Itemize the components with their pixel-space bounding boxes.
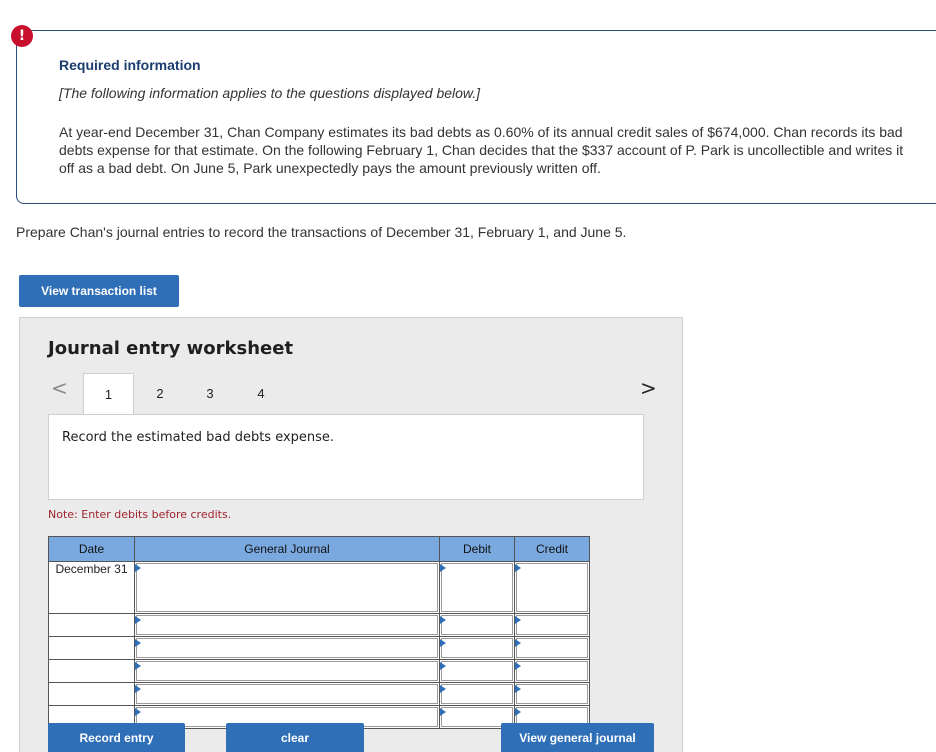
prev-entry-chevron-icon[interactable]: <: [51, 376, 68, 400]
tab-entry-1[interactable]: 1: [83, 373, 134, 414]
clear-button[interactable]: clear: [226, 723, 364, 752]
account-field[interactable]: [136, 615, 438, 635]
date-cell[interactable]: [49, 637, 135, 660]
date-cell[interactable]: [49, 614, 135, 637]
credit-field[interactable]: [516, 563, 588, 612]
debit-column-header: Debit: [440, 537, 515, 562]
tab-entry-3[interactable]: 3: [206, 386, 214, 401]
alert-icon: !: [11, 25, 33, 47]
credit-field[interactable]: [516, 661, 588, 681]
required-info-title: Required information: [59, 57, 201, 73]
worksheet-title: Journal entry worksheet: [48, 338, 294, 359]
dropdown-marker-icon: [515, 662, 521, 670]
dropdown-marker-icon: [515, 708, 521, 716]
dropdown-marker-icon: [135, 639, 141, 647]
general-journal-column-header: General Journal: [135, 537, 440, 562]
debit-input[interactable]: [440, 683, 515, 706]
debit-field[interactable]: [441, 684, 513, 704]
dropdown-marker-icon: [135, 708, 141, 716]
credit-field[interactable]: [516, 638, 588, 658]
credit-field[interactable]: [516, 684, 588, 704]
debit-input[interactable]: [440, 562, 515, 614]
debit-input[interactable]: [440, 614, 515, 637]
table-row: [49, 614, 590, 637]
credit-field[interactable]: [516, 615, 588, 635]
view-general-journal-button[interactable]: View general journal: [501, 723, 654, 752]
account-input[interactable]: [135, 660, 440, 683]
journal-table: [48, 536, 590, 729]
credit-input[interactable]: [515, 660, 590, 683]
dropdown-marker-icon: [440, 639, 446, 647]
dropdown-marker-icon: [135, 616, 141, 624]
required-info-body: At year-end December 31, Chan Company estimates its bad debts as 0.60% of its annual credit sales of $674,000. Chan records its bad debts expense for that estimate. On the following February 1, Chan decides that the $337 account of P. Park is uncollectible and writes it off as a bad debt. On June 5, Park unexpectedly pays the amount previously written off.: [59, 124, 904, 176]
account-input[interactable]: [135, 614, 440, 637]
date-cell[interactable]: [49, 683, 135, 706]
table-row: [49, 637, 590, 660]
account-field[interactable]: [136, 661, 438, 681]
account-input[interactable]: [135, 637, 440, 660]
table-row: [49, 683, 590, 706]
dropdown-marker-icon: [440, 662, 446, 670]
debit-field[interactable]: [441, 661, 513, 681]
date-cell[interactable]: [49, 660, 135, 683]
required-info-subtitle: [The following information applies to the questions displayed below.]: [59, 85, 481, 101]
dropdown-marker-icon: [440, 564, 446, 572]
dropdown-marker-icon: [135, 685, 141, 693]
credit-input[interactable]: [515, 614, 590, 637]
next-entry-chevron-icon[interactable]: >: [640, 376, 657, 400]
credit-input[interactable]: [515, 637, 590, 660]
dropdown-marker-icon: [515, 616, 521, 624]
debit-input[interactable]: [440, 637, 515, 660]
dropdown-marker-icon: [135, 564, 141, 572]
record-entry-button[interactable]: Record entry: [48, 723, 185, 752]
debit-field[interactable]: [441, 563, 513, 612]
dropdown-marker-icon: [515, 685, 521, 693]
dropdown-marker-icon: [515, 564, 521, 572]
question-prompt: Prepare Chan's journal entries to record the transactions of December 31, February 1, and June 5.: [16, 224, 627, 240]
debit-field[interactable]: [441, 638, 513, 658]
dropdown-marker-icon: [440, 616, 446, 624]
account-field[interactable]: [136, 684, 438, 704]
table-row: [49, 660, 590, 683]
entry-note: Note: Enter debits before credits.: [48, 508, 232, 521]
credit-column-header: Credit: [515, 537, 590, 562]
account-input[interactable]: [135, 562, 440, 614]
dropdown-marker-icon: [440, 708, 446, 716]
dropdown-marker-icon: [515, 639, 521, 647]
credit-input[interactable]: [515, 683, 590, 706]
date-column-header: Date: [49, 537, 135, 562]
instruction-box: [48, 414, 644, 500]
instruction-text: Record the estimated bad debts expense.: [62, 430, 335, 445]
account-field[interactable]: [136, 638, 438, 658]
tab-entry-2[interactable]: 2: [156, 386, 164, 401]
account-input[interactable]: [135, 683, 440, 706]
dropdown-marker-icon: [135, 662, 141, 670]
tab-entry-4[interactable]: 4: [257, 386, 265, 401]
debit-field[interactable]: [441, 615, 513, 635]
dropdown-marker-icon: [440, 685, 446, 693]
credit-input[interactable]: [515, 562, 590, 614]
table-row: [49, 562, 590, 614]
view-transaction-list-button[interactable]: View transaction list: [19, 275, 179, 307]
debit-input[interactable]: [440, 660, 515, 683]
date-cell[interactable]: December 31: [49, 562, 135, 614]
account-field[interactable]: [136, 563, 438, 612]
